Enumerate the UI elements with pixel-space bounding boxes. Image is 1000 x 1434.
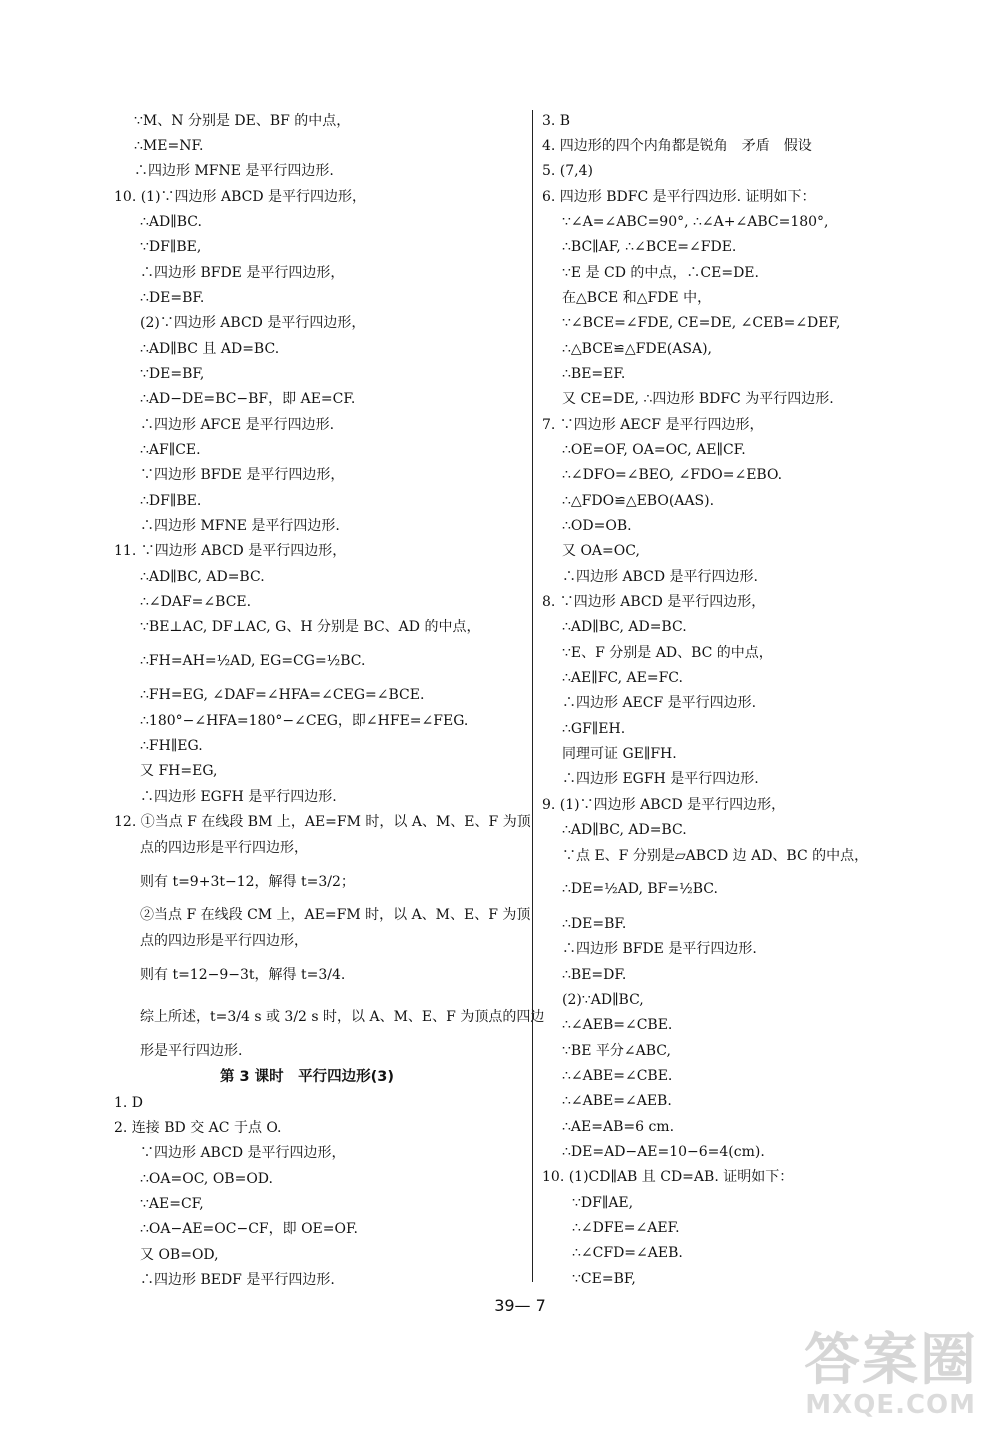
text-line: 4. 四边形的四个内角都是锐角 矛盾 假设 xyxy=(542,138,812,154)
text-line: 2. 连接 BD 交 AC 于点 O. xyxy=(114,1120,282,1136)
text-line: ∴四边形 MFNE 是平行四边形. xyxy=(134,163,334,179)
text-line: ∵M、N 分别是 DE、BF 的中点， xyxy=(134,113,351,129)
page-number: 39— 7 xyxy=(494,1296,546,1315)
text-line: ∵E 是 CD 的中点，∴CE=DE. xyxy=(562,265,759,281)
text-line: ∴DE=BF. xyxy=(562,916,627,932)
text-line: ∵点 E、F 分别是▱ABCD 边 AD、BC 的中点， xyxy=(562,848,869,864)
text-line: ∴FH∥EG. xyxy=(140,738,203,754)
text-line: ∴GF∥EH. xyxy=(562,721,626,737)
text-line: 则有 t=9+3t−12，解得 t=3/2； xyxy=(140,874,355,890)
text-line: ∴△FDO≌△EBO(AAS). xyxy=(562,493,715,509)
text-line: 又 OB=OD, xyxy=(140,1247,219,1263)
text-line: 又 OA=OC, xyxy=(562,543,640,559)
text-line: ∴∠DFE=∠AEF. xyxy=(572,1220,680,1236)
text-line: ∴四边形 MFNE 是平行四边形. xyxy=(140,518,340,534)
text-line: 1. D xyxy=(114,1095,144,1111)
text-line: ∴△BCE≌△FDE(ASA), xyxy=(562,341,712,357)
text-line: 点的四边形是平行四边形， xyxy=(140,840,308,856)
text-line: (2)∵四边形 ABCD 是平行四边形， xyxy=(140,315,366,331)
text-line: ∵DF∥AE, xyxy=(572,1195,634,1211)
text-line: ∴AD−DE=BC−BF，即 AE=CF. xyxy=(140,391,356,407)
text-line: ∴AD∥BC 且 AD=BC. xyxy=(140,341,280,357)
text-line: 综上所述，t=3/4 s 或 3/2 s 时，以 A、M、E、F 为顶点的四边 xyxy=(140,1009,545,1025)
text-line: 10. (1)CD∥AB 且 CD=AB. 证明如下： xyxy=(542,1169,794,1185)
text-line: ∴OE=OF, OA=OC, AE∥CF. xyxy=(562,442,746,458)
text-line: ②当点 F 在线段 CM 上，AE=FM 时，以 A、M、E、F 为顶 xyxy=(140,907,531,923)
text-line: ∵CE=BF, xyxy=(572,1271,636,1287)
watermark-sub-text: MXQE.COM xyxy=(805,1390,976,1420)
text-line: ∴∠DFO=∠BEO, ∠FDO=∠EBO. xyxy=(562,467,783,483)
text-line: ∴OA=OC, OB=OD. xyxy=(140,1171,273,1187)
text-line: ∴四边形 BEDF 是平行四边形. xyxy=(140,1272,335,1288)
text-line: 在△BCE 和△FDE 中， xyxy=(562,290,712,306)
text-line: ∴四边形 ABCD 是平行四边形. xyxy=(562,569,758,585)
text-line: ∴AE=AB=6 cm. xyxy=(562,1119,675,1135)
text-line: ∴DE=½AD, BF=½BC. xyxy=(562,881,718,897)
watermark-main-text: 答案圈 xyxy=(804,1328,978,1393)
text-line: ∴∠CFD=∠AEB. xyxy=(572,1245,683,1261)
text-line: ∴∠ABE=∠AEB. xyxy=(562,1093,672,1109)
text-line: ∴BE=DF. xyxy=(562,967,627,983)
text-line: 9. (1)∵四边形 ABCD 是平行四边形， xyxy=(542,797,786,813)
text-line: 6. 四边形 BDFC 是平行四边形. 证明如下： xyxy=(542,189,816,205)
text-line: ∴四边形 EGFH 是平行四边形. xyxy=(562,771,759,787)
text-line: 8. ∵四边形 ABCD 是平行四边形， xyxy=(542,594,766,610)
text-line: ∴四边形 AECF 是平行四边形. xyxy=(562,695,757,711)
text-line: ∴OA−AE=OC−CF，即 OE=OF. xyxy=(140,1221,358,1237)
text-line: 点的四边形是平行四边形， xyxy=(140,933,308,949)
text-line: 12. ①当点 F 在线段 BM 上，AE=FM 时，以 A、M、E、F 为顶 xyxy=(114,814,531,830)
text-line: ∵BE 平分∠ABC, xyxy=(562,1043,671,1059)
column-divider xyxy=(532,110,533,1282)
text-line: ∴AF∥CE. xyxy=(140,442,201,458)
text-line: ∴∠ABE=∠CBE. xyxy=(562,1068,673,1084)
text-line: ∴180°−∠HFA=180°−∠CEG，即∠HFE=∠FEG. xyxy=(140,713,469,729)
text-line: 又 FH=EG, xyxy=(140,763,218,779)
text-line: ∴∠DAF=∠BCE. xyxy=(140,594,252,610)
watermark-logo xyxy=(796,1316,986,1426)
text-line: ∵E、F 分别是 AD、BC 的中点， xyxy=(562,645,773,661)
text-line: ∴BE=EF. xyxy=(562,366,626,382)
text-line: 则有 t=12−9−3t，解得 t=3/4. xyxy=(140,967,346,983)
section-heading: 第 3 课时 平行四边形(3) xyxy=(220,1069,395,1085)
text-line: ∴FH=AH=½AD, EG=CG=½BC. xyxy=(140,653,366,669)
text-line: ∵∠A=∠ABC=90°, ∴∠A+∠ABC=180°, xyxy=(562,214,829,230)
text-line: ∵四边形 BFDE 是平行四边形， xyxy=(140,467,345,483)
text-line: ∴OD=OB. xyxy=(562,518,632,534)
text-line: ∴四边形 EGFH 是平行四边形. xyxy=(140,789,337,805)
text-line: ∴ME=NF. xyxy=(134,138,204,154)
text-line: ∴DE=AD−AE=10−6=4(cm). xyxy=(562,1144,765,1160)
text-line: 又 CE=DE, ∴四边形 BDFC 为平行四边形. xyxy=(562,391,834,407)
text-line: ∴DE=BF. xyxy=(140,290,205,306)
text-line: ∵四边形 ABCD 是平行四边形， xyxy=(140,1145,346,1161)
text-line: 5. (7,4) xyxy=(542,163,593,179)
text-line: ∴四边形 BFDE 是平行四边形. xyxy=(562,941,757,957)
text-line: ∴FH=EG, ∠DAF=∠HFA=∠CEG=∠BCE. xyxy=(140,687,425,703)
text-line: 同理可证 GE∥FH. xyxy=(562,746,677,762)
text-line: ∴AD∥BC, AD=BC. xyxy=(562,822,687,838)
text-line: ∵BE⊥AC, DF⊥AC, G、H 分别是 BC、AD 的中点， xyxy=(140,619,481,635)
text-line: ∴四边形 BFDE 是平行四边形， xyxy=(140,265,345,281)
text-line: ∴∠AEB=∠CBE. xyxy=(562,1017,673,1033)
text-line: ∵DF∥BE, xyxy=(140,239,202,255)
text-line: ∴AE∥FC, AE=FC. xyxy=(562,670,683,686)
text-line: ∴AD∥BC, AD=BC. xyxy=(562,619,687,635)
text-line: ∵AE=CF, xyxy=(140,1196,204,1212)
text-line: 7. ∵四边形 AECF 是平行四边形， xyxy=(542,417,764,433)
text-line: ∵∠BCE=∠FDE, CE=DE, ∠CEB=∠DEF, xyxy=(562,315,841,331)
text-line: 3. B xyxy=(542,113,571,129)
text-line: ∴四边形 AFCE 是平行四边形. xyxy=(140,417,335,433)
text-line: ∴DF∥BE. xyxy=(140,493,202,509)
text-line: 11. ∵四边形 ABCD 是平行四边形， xyxy=(114,543,347,559)
text-line: ∴AD∥BC, AD=BC. xyxy=(140,569,265,585)
text-line: ∴BC∥AF, ∴∠BCE=∠FDE. xyxy=(562,239,737,255)
text-line: (2)∵AD∥BC, xyxy=(562,992,644,1008)
text-line: 形是平行四边形. xyxy=(140,1043,243,1059)
text-line: ∵DE=BF, xyxy=(140,366,205,382)
text-line: ∴AD∥BC. xyxy=(140,214,202,230)
text-line: 10. (1)∵四边形 ABCD 是平行四边形， xyxy=(114,189,367,205)
